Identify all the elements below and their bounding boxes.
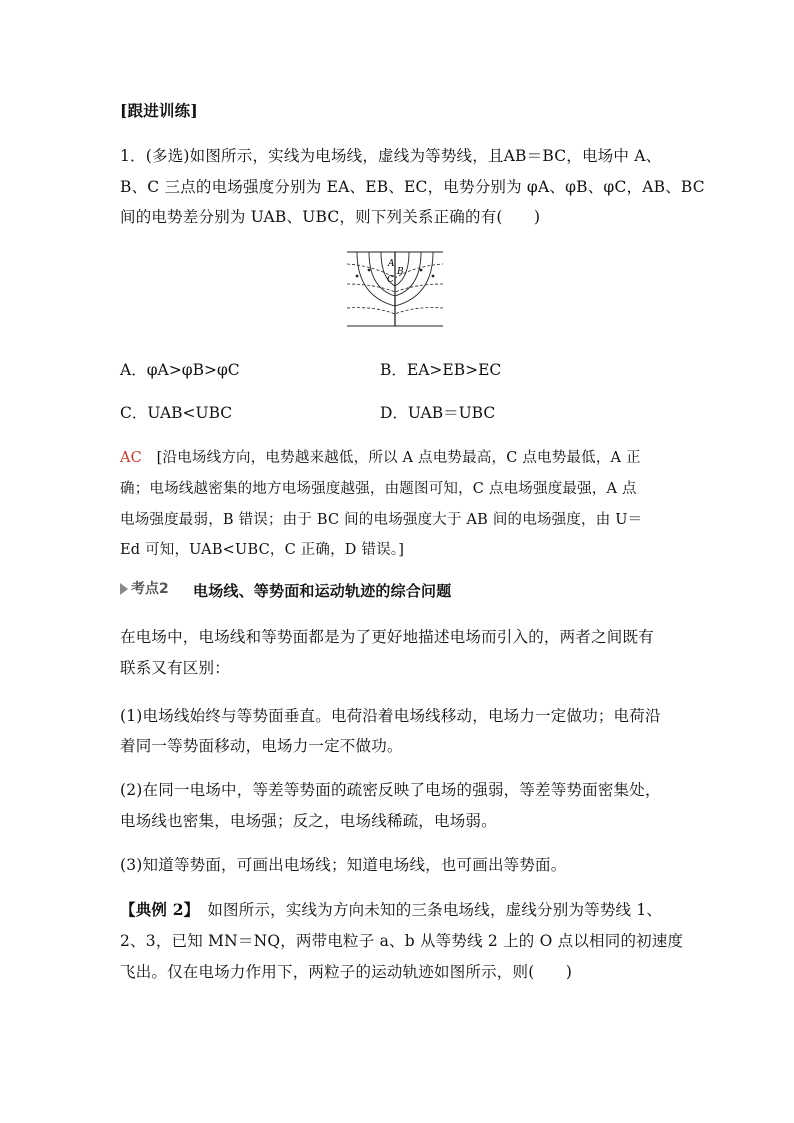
question-1-line-3: 间的电势差分别为 UAB、UBC，则下列关系正确的有( ) [120, 208, 541, 226]
intro-line-1: 在电场中，电场线和等势面都是为了更好地描述电场而引入的，两者之间既有 [120, 628, 654, 646]
triangle-icon [120, 583, 128, 595]
point-label-c: C [387, 275, 394, 285]
point-label-a: A [388, 259, 395, 269]
field-lines-diagram [345, 250, 445, 330]
option-b: B．EA>EB>EC [380, 361, 502, 379]
example-text-1: 如图所示，实线为方向未知的三条电场线，虚线分别为等势线 1、 [207, 901, 663, 919]
point-1-line-1: (1)电场线始终与等势面垂直。电荷沿着电场线移动，电场力一定做功；电荷沿 [120, 707, 661, 725]
option-c: C．UAB<UBC [120, 404, 233, 422]
section-label: [跟进训练] [120, 101, 198, 120]
option-a: A．φA>φB>φC [120, 361, 240, 379]
point-3-line-1: (3)知道等势面，可画出电场线；知道电场线，也可画出等势面。 [120, 856, 567, 874]
option-d: D．UAB＝UBC [380, 404, 496, 422]
point-label-b: B [397, 267, 404, 277]
topic-tag [120, 578, 180, 598]
answer-line-1 [120, 446, 641, 467]
answer-line-4: Ed 可知，UAB<UBC，C 正确，D 错误。] [120, 542, 405, 558]
answer-line-2: 确；电场线越密集的地方电场强度越强，由题图可知，C 点电场强度最强，A 点 [120, 481, 637, 497]
question-1-line-2: B、C 三点的电场强度分别为 EA、EB、EC，电势分别为 φA、φB、φC，AB、BC [120, 178, 705, 196]
example-line-1 [120, 898, 662, 920]
topic-tag-label: 考点2 [131, 581, 169, 597]
example-line-3: 飞出。仅在电场力作用下，两粒子的运动轨迹如图所示，则( ) [120, 963, 573, 981]
point-2-line-1: (2)在同一电场中，等差等势面的疏密反映了电场的强弱，等差等势面密集处， [120, 781, 661, 799]
answer-key: AC [120, 450, 142, 466]
answer-text-1: [沿电场线方向，电势越来越低，所以 A 点电势最高，C 点电势最低，A 正 [156, 450, 641, 466]
point-1-line-2: 着同一等势面移动，电场力一定不做功。 [120, 737, 403, 755]
example-line-2: 2、3，已知 MN＝NQ，两带电粒子 a、b 从等势线 2 上的 O 点以相同的初速度 [120, 932, 684, 950]
answer-line-3: 电场强度最弱，B 错误；由于 BC 间的电场强度大于 AB 间的电场强度，由 U＝ [120, 512, 643, 528]
question-1-line-1: 1．(多选)如图所示，实线为电场线，虚线为等势线，且AB＝BC，电场中 A、 [120, 147, 662, 165]
point-2-line-2: 电场线也密集，电场强；反之，电场线稀疏，电场弱。 [120, 812, 497, 830]
topic-title: 电场线、等势面和运动轨迹的综合问题 [193, 582, 452, 600]
example-label: 【典例 2】 [120, 900, 192, 919]
intro-line-2: 联系又有区别： [120, 659, 230, 677]
electric-field-figure [345, 250, 445, 330]
